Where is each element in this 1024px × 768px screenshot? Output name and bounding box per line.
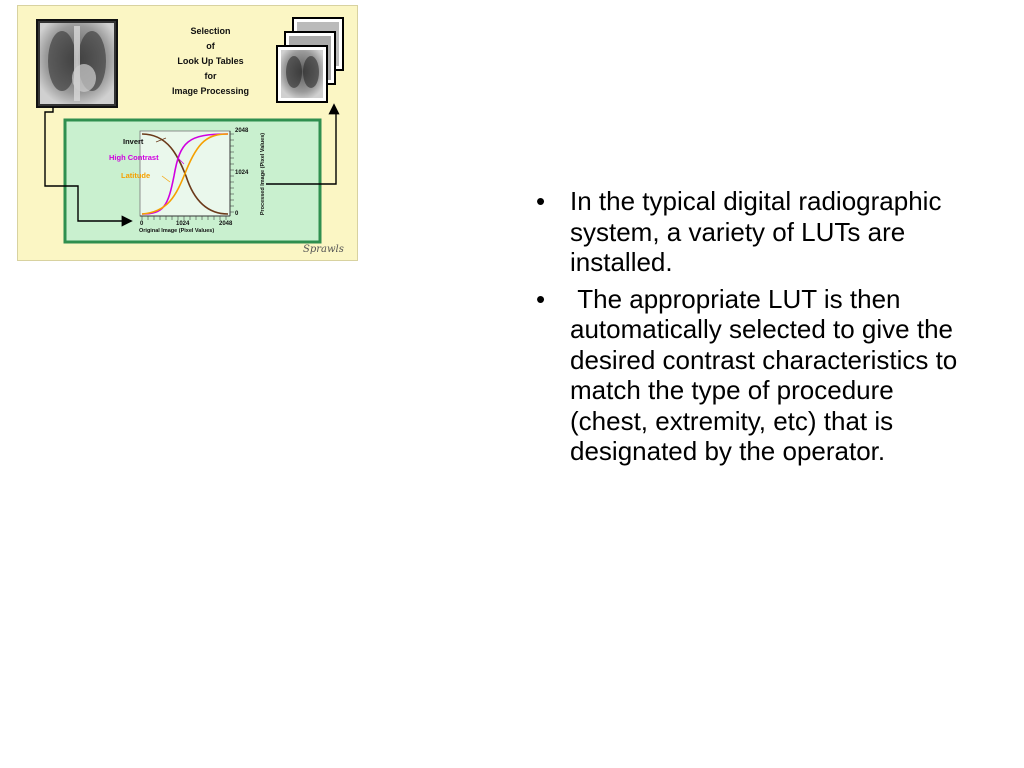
original-xray-image [37,20,117,107]
bullet-item [530,284,970,467]
label-invert: Invert [123,137,144,146]
y-tick-1024: 1024 [235,170,249,176]
x-tick-2048: 2048 [219,221,233,227]
bullet-item [530,186,970,278]
figure-title [138,24,283,99]
y-tick-0: 0 [235,211,239,217]
label-high-contrast: High Contrast [109,153,159,162]
bullet-text: The appropriate LUT is then automatically selected to give the desired contrast characteristics to match the type of procedure (chest, extremity, etc) that is designated by the operator. [570,283,965,466]
processed-image-stack [277,18,343,102]
y-tick-2048: 2048 [235,128,249,134]
title-line: Look Up Tables [177,56,244,66]
x-tick-1024: 1024 [176,221,190,227]
bullet-marker: • [536,283,546,314]
title-line: of [206,41,215,51]
bullet-marker: • [536,186,546,216]
bullet-text: In the typical digital radiographic system, a variety of LUTs are installed. [570,186,942,277]
label-latitude: Latitude [121,171,151,180]
x-axis-label: Original Image (Pixel Values) [139,228,215,234]
x-tick-0: 0 [140,221,144,227]
title-line: for [204,71,217,81]
signature: Sprawls [303,244,344,255]
lut-plot-axes [140,131,234,220]
title-line: Selection [190,26,231,36]
lut-selection-figure [17,5,358,261]
title-line: Image Processing [171,86,250,96]
bullet-list [530,186,970,473]
y-axis-label: Processed Image (Pixel Values) [260,132,266,216]
